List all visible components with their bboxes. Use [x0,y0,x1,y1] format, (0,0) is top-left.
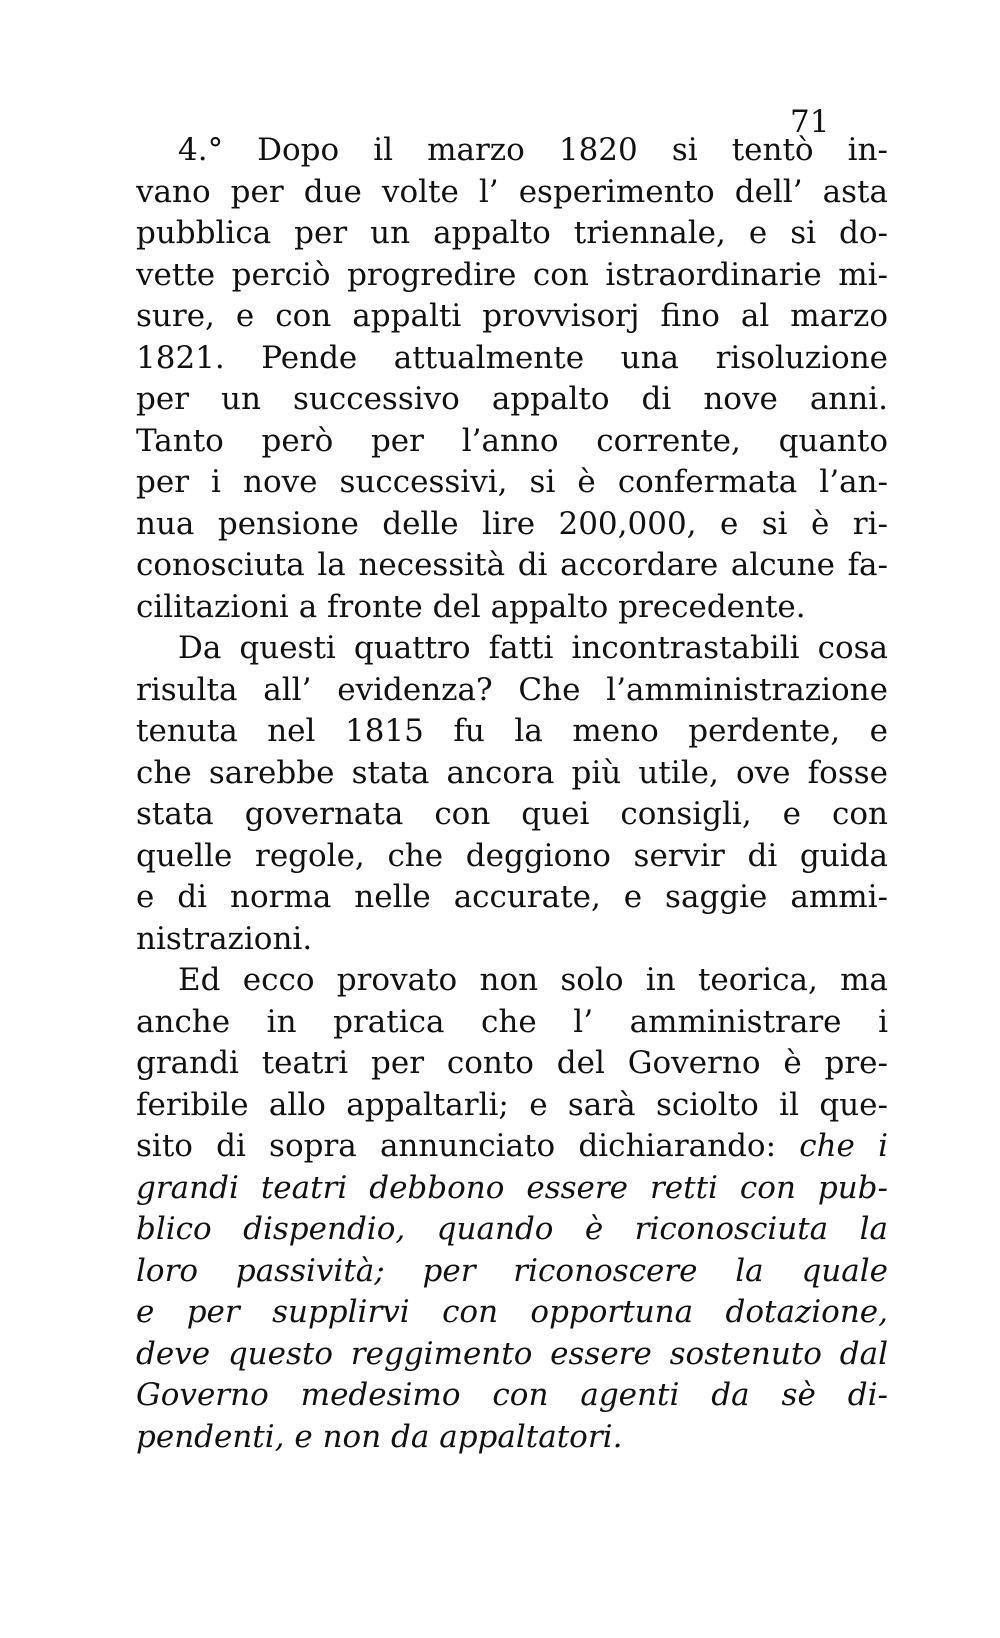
text-line: Tanto però per l’anno corrente, quanto [136,422,888,459]
paragraph-2 [136,628,888,960]
paragraph-1 [136,130,888,628]
text-line: Ed ecco provato non solo in teorica, ma [178,962,888,998]
text-line: 4.° Dopo il marzo 1820 si tentò in- [178,132,888,168]
text-line: conosciuta la necessità di accordare alcune fa- [136,547,888,583]
mixed-text-line [136,1126,888,1168]
text-line: cilitazioni a fronte del appalto precedente. [136,588,806,625]
page-number: 71 [790,104,830,140]
text-line: risulta all’ evidenza? Che l’amministrazione [136,671,888,708]
italic-text-segment: che i [799,1128,888,1164]
italic-text-line: deve questo reggimento essere sostenuto dal [136,1335,888,1372]
text-line: vette perciò progredire con istraordinarie mi- [136,256,888,293]
text-line: per i nove successivi, si è confermata l’an- [136,464,888,500]
text-line: che sarebbe stata ancora più utile, ove fosse [136,754,888,791]
italic-text-line: grandi teatri debbono essere retti con pub- [136,1169,888,1206]
italic-text-line: pendenti, e non da appaltatori. [136,1418,623,1455]
italic-text-line: loro passività; per riconoscere la quale [136,1252,888,1289]
paragraph-3 [136,960,888,1458]
text-line: e di norma nelle accurate, e saggie ammi- [136,879,888,915]
text-line: tenuta nel 1815 fu la meno perdente, e [136,713,888,749]
text-line: stata governata con quei consigli, e con [136,796,888,832]
text-line: Da questi quattro fatti incontrastabili cosa [178,630,888,666]
text-line: grandi teatri per conto del Governo è pre- [136,1045,888,1081]
text-line: sure, e con appalti provvisorj fino al marzo [136,298,888,334]
page-text [136,130,888,1458]
roman-text-segment: sito di sopra annunciato dichiarando: [136,1128,777,1164]
text-line: nua pensione delle lire 200,000, e si è ri- [136,505,888,542]
text-line: 1821. Pende attualmente una risoluzione [136,339,888,376]
italic-text-line: Governo medesimo con agenti da sè di- [136,1377,888,1413]
text-line: per un successivo appalto di nove anni. [136,381,888,417]
text-line: nistrazioni. [136,920,313,957]
italic-text-line: e per supplirvi con opportuna dotazione, [136,1294,888,1330]
text-line: anche in pratica che l’ amministrare i [136,1003,888,1040]
text-line: feribile allo appaltarli; e sarà sciolto il que- [136,1086,888,1123]
italic-text-line: blico dispendio, quando è riconosciuta la [136,1211,888,1247]
text-line: quelle regole, che deggiono servir di guida [136,837,888,874]
text-line: pubblica per un appalto triennale, e si do- [136,215,888,251]
text-line: vano per due volte l’ esperimento dell’ asta [136,173,888,210]
